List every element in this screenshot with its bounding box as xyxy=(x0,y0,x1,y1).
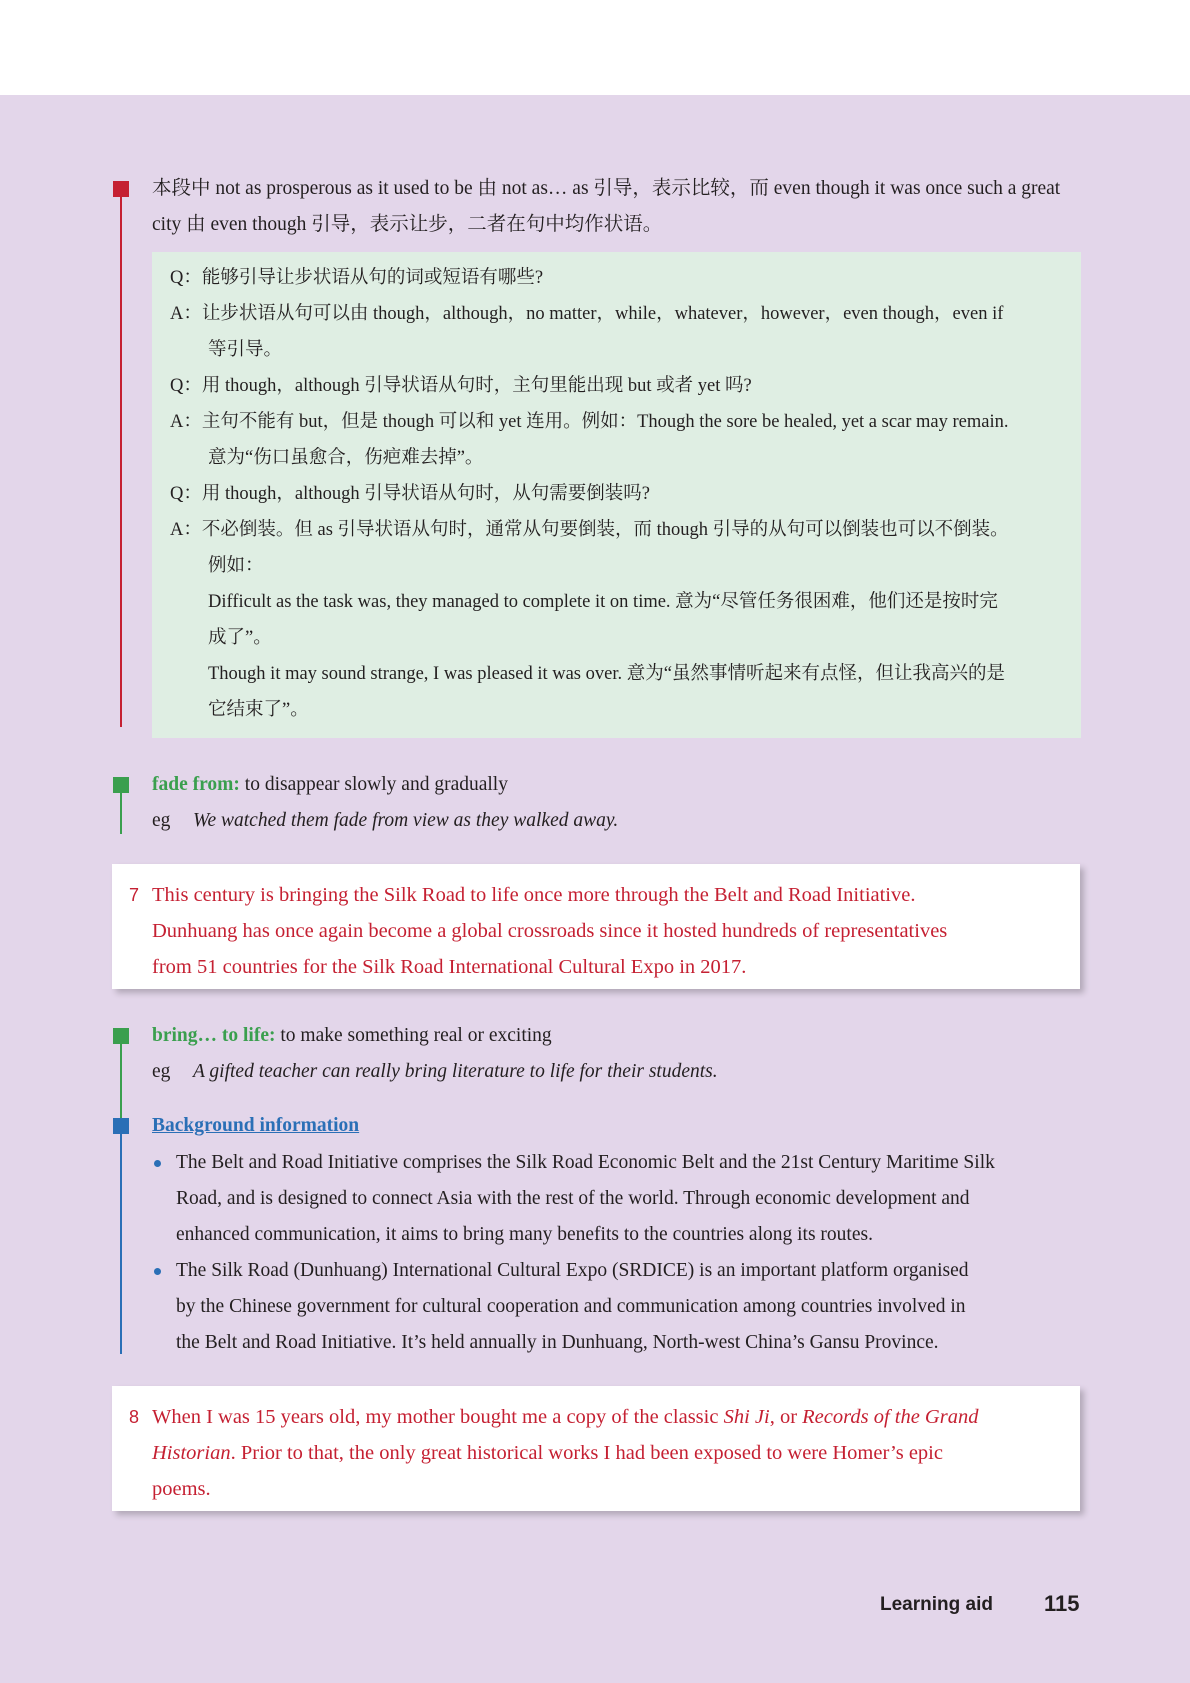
vocab-entry-fade-from xyxy=(152,767,508,803)
background-line: The Silk Road (Dunhuang) International Cultural Expo (SRDICE) is an important platform organised xyxy=(176,1260,969,1281)
background-line: The Belt and Road Initiative comprises the Silk Road Economic Belt and the 21st Century Maritime Silk xyxy=(176,1152,995,1173)
green-marker-square xyxy=(113,1028,129,1044)
quote-box-8 xyxy=(112,1386,1080,1511)
qa-line: Q：用 though，although 引导状语从句时，从句需要倒装吗? xyxy=(170,484,650,504)
note-line-1: 本段中 not as prosperous as it used to be 由 not as… as 引导，表示比较，而 even though it was once such a great xyxy=(152,178,1061,199)
background-info-title: Background information xyxy=(152,1115,360,1136)
quote-line: Dunhuang has once again become a global crossroads since it hosted hundreds of representatives xyxy=(152,920,948,942)
qa-line: 例如： xyxy=(208,556,264,576)
quote-line: from 51 countries for the Silk Road International Cultural Expo in 2017. xyxy=(152,956,747,978)
quote-line: When I was 15 years old, my mother bought me a copy of the classic Shi Ji, or Records of the Grand xyxy=(152,1406,979,1428)
example-sentence: A gifted teacher can really bring literature to life for their students. xyxy=(193,1061,718,1082)
quote-number: 8 xyxy=(129,1407,140,1427)
quote-line: This century is bringing the Silk Road to life once more through the Belt and Road Initiative. xyxy=(152,884,916,906)
footer-section-label: Learning aid xyxy=(880,1594,993,1615)
vocab-term: fade from: xyxy=(152,774,240,795)
vocab-term: bring… to life: xyxy=(152,1025,276,1046)
vocab-definition: to make something real or exciting xyxy=(275,1025,552,1046)
qa-line: A：让步状语从句可以由 though，although，no matter，while，whatever，however，even though，even if xyxy=(170,304,1004,324)
qa-line: Though it may sound strange, I was pleased it was over. 意为“虽然事情听起来有点怪，但让我高兴的是 xyxy=(208,664,1005,684)
qa-line: A：主句不能有 but，但是 though 可以和 yet 连用。例如：Though the sore be healed, yet a scar may remain. xyxy=(170,412,1009,432)
quote-box-7 xyxy=(112,864,1080,989)
bullet-dot xyxy=(154,1268,161,1275)
qa-line: 意为“伤口虽愈合，伤疤难去掉”。 xyxy=(208,448,484,468)
vocab-entry-bring-to-life xyxy=(152,1018,552,1054)
background-line: Road, and is designed to connect Asia with the rest of the world. Through economic development and xyxy=(176,1188,970,1209)
note-line-2: city 由 even though 引导，表示让步，二者在句中均作状语。 xyxy=(152,214,663,235)
quote-line: Historian. Prior to that, the only great historical works I had been exposed to were Homer’s epic xyxy=(152,1442,943,1464)
eg-label: eg xyxy=(152,1061,171,1082)
eg-label: eg xyxy=(152,810,171,831)
background-line: enhanced communication, it aims to bring many benefits to the countries along its routes. xyxy=(176,1224,873,1245)
quote-number: 7 xyxy=(129,885,140,905)
qa-line: 它结束了”。 xyxy=(208,700,309,720)
red-marker-line xyxy=(120,197,122,727)
green-marker-square xyxy=(113,777,129,793)
example-sentence: We watched them fade from view as they walked away. xyxy=(193,810,619,831)
qa-line: Q：用 though，although 引导状语从句时，主句里能出现 but 或者 yet 吗? xyxy=(170,376,752,396)
green-marker-line xyxy=(120,793,122,834)
page-top-margin xyxy=(0,0,1190,95)
qa-box xyxy=(152,252,1081,738)
blue-marker-line xyxy=(120,1134,122,1354)
vocab-definition: to disappear slowly and gradually xyxy=(239,774,508,795)
background-line: by the Chinese government for cultural cooperation and communication among countries involved in xyxy=(176,1296,966,1317)
qa-line: 等引导。 xyxy=(208,340,283,360)
quote-line: poems. xyxy=(152,1478,211,1500)
green-marker-line xyxy=(120,1044,122,1124)
page-number: 115 xyxy=(1044,1591,1080,1616)
qa-line: A：不必倒装。但 as 引导状语从句时，通常从句要倒装，而 though 引导的从句可以倒装也可以不倒装。 xyxy=(170,520,1009,540)
qa-line: Q：能够引导让步状语从句的词或短语有哪些? xyxy=(170,268,544,288)
red-marker-square xyxy=(113,181,129,197)
blue-marker-square xyxy=(113,1118,129,1134)
bullet-dot xyxy=(154,1160,161,1167)
background-line: the Belt and Road Initiative. It’s held annually in Dunhuang, North-west China’s Gansu Province. xyxy=(176,1332,939,1353)
qa-line: Difficult as the task was, they managed to complete it on time. 意为“尽管任务很困难，他们还是按时完 xyxy=(208,592,998,612)
qa-line: 成了”。 xyxy=(208,628,272,648)
